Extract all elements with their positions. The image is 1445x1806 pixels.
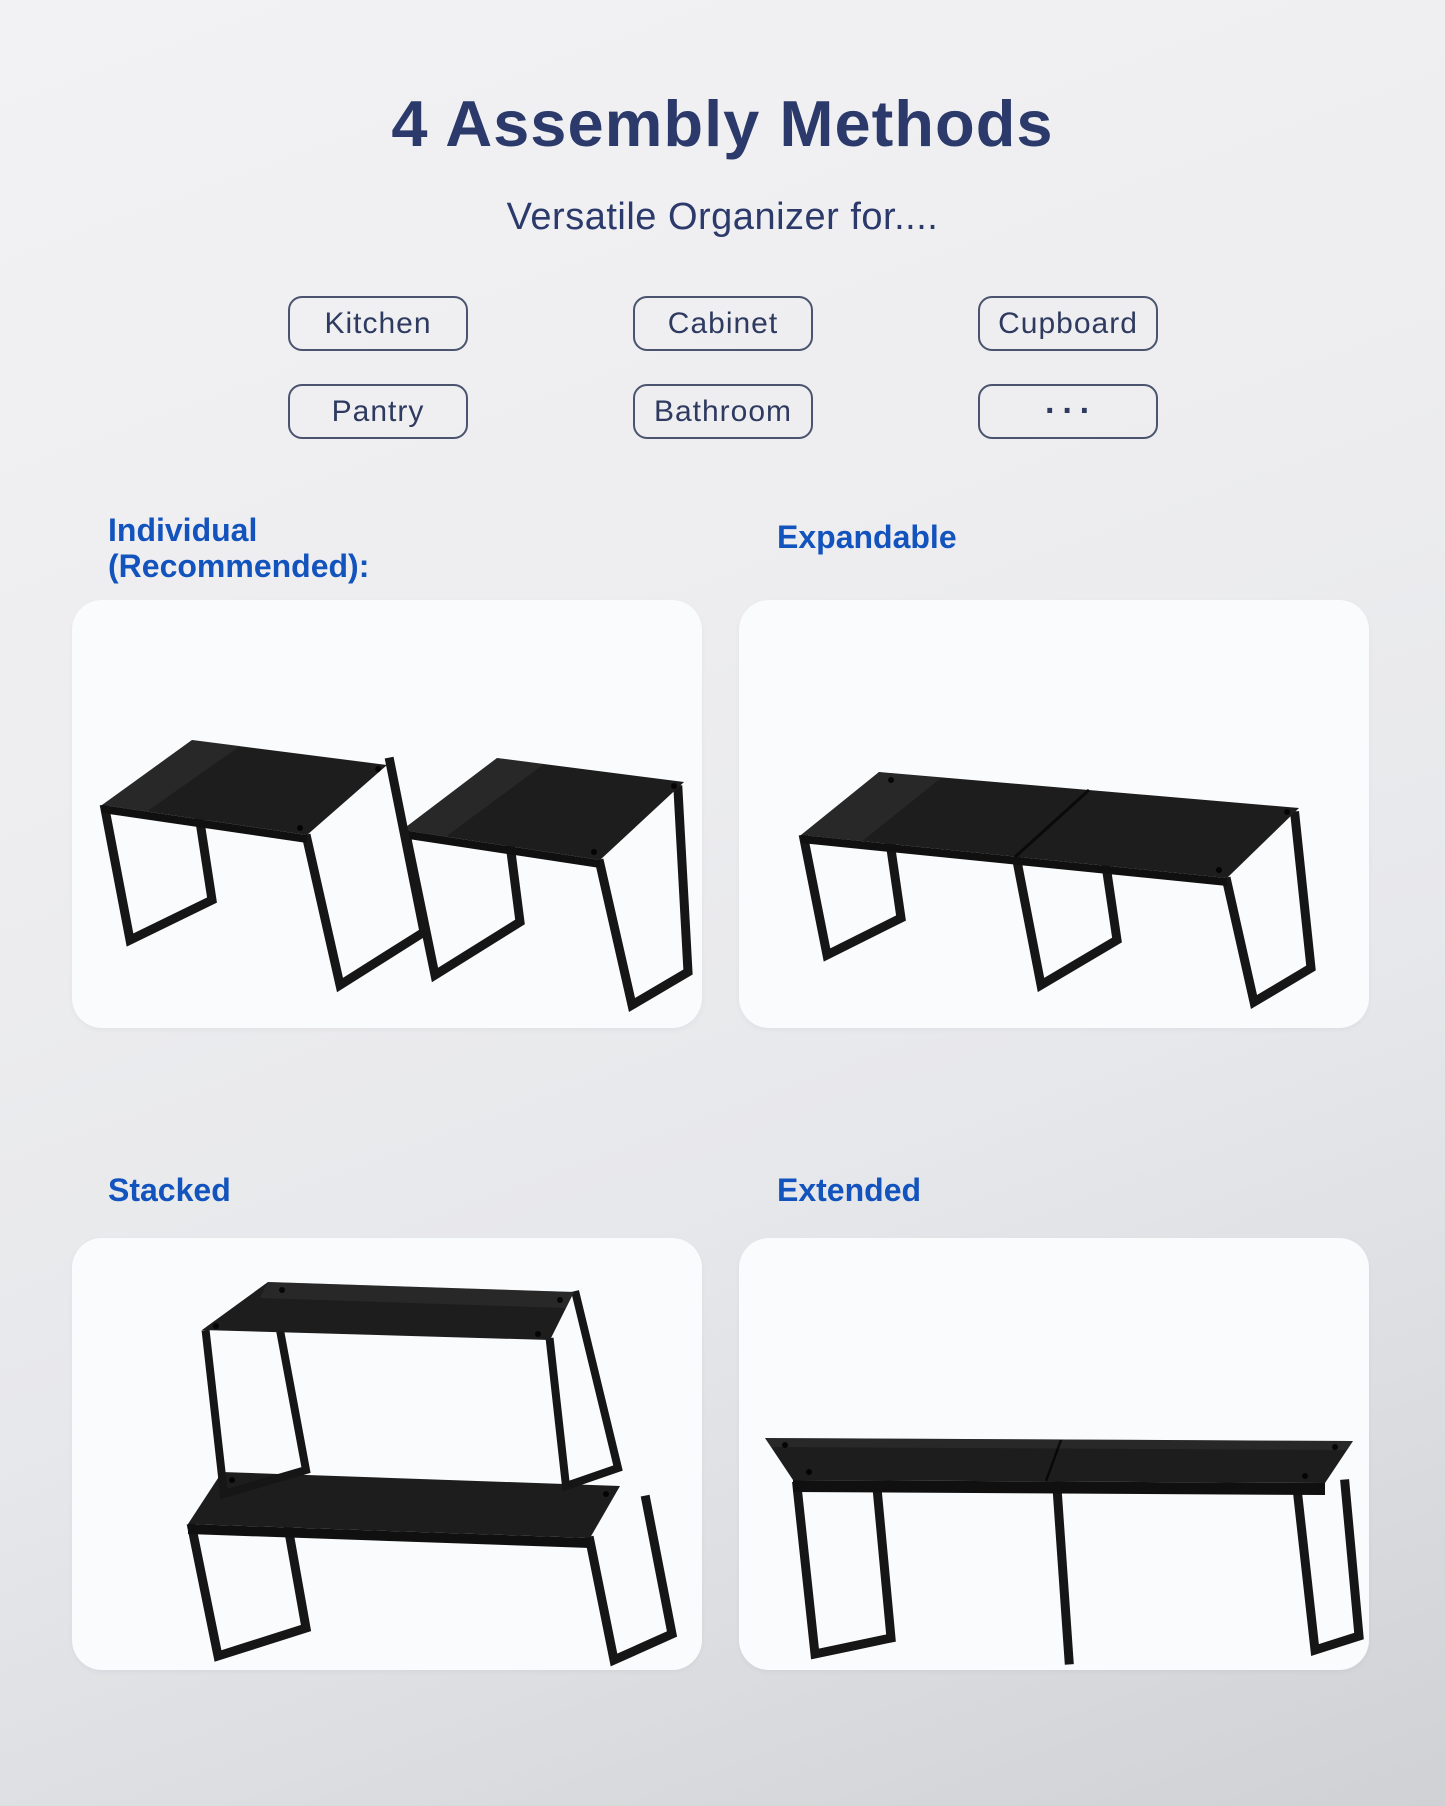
method-card-stacked (72, 1238, 702, 1670)
tag-bathroom: Bathroom (633, 384, 813, 439)
method-card-extended (739, 1238, 1369, 1670)
tag-pantry: Pantry (288, 384, 468, 439)
method-card-individual (72, 600, 702, 1028)
method-label-extended-text: Extended (777, 1172, 922, 1208)
method-label-individual-line2: (Recommended): (108, 548, 370, 584)
use-case-tags (288, 296, 1158, 439)
shelf-illustration-stacked (72, 1238, 702, 1670)
shelf-illustration-individual (72, 600, 702, 1028)
method-card-expandable (739, 600, 1369, 1028)
method-label-stacked-text: Stacked (108, 1172, 231, 1208)
method-label-stacked (108, 1172, 231, 1208)
tag-ellipsis: ··· (978, 384, 1158, 439)
method-label-extended (777, 1172, 921, 1208)
page-subtitle: Versatile Organizer for.... (506, 196, 939, 238)
method-label-individual-line1: Individual (108, 512, 258, 548)
method-label-expandable (777, 519, 957, 555)
tag-cupboard: Cupboard (978, 296, 1158, 351)
tag-kitchen: Kitchen (288, 296, 468, 351)
tag-cabinet: Cabinet (633, 296, 813, 351)
shelf-illustration-expandable (739, 600, 1369, 1028)
method-label-expandable-text: Expandable (777, 519, 957, 555)
method-label-individual (108, 512, 369, 584)
shelf-illustration-extended (739, 1238, 1369, 1670)
page-title: 4 Assembly Methods (391, 87, 1054, 160)
